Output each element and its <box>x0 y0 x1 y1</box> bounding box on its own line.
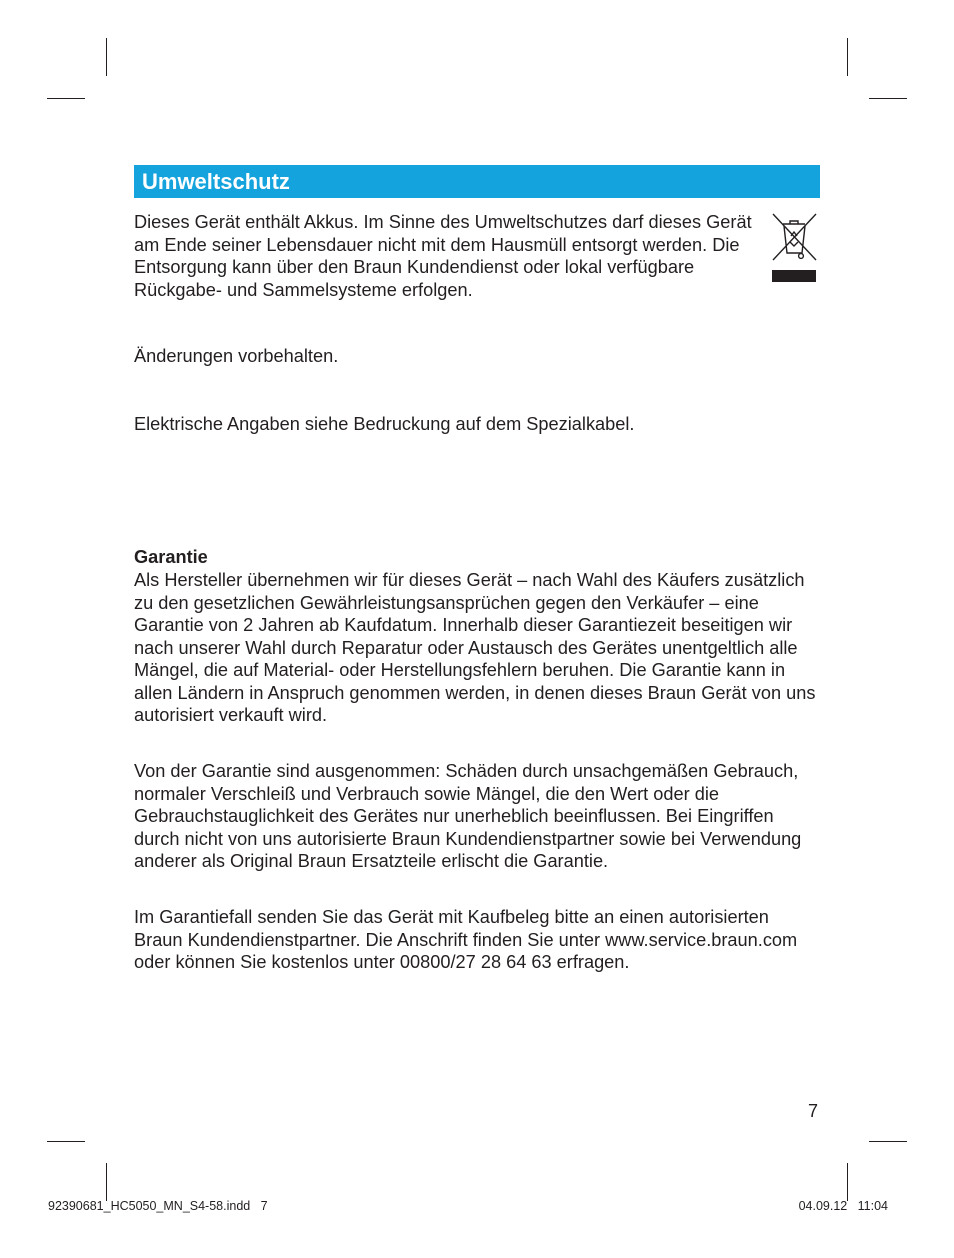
section-title: Umweltschutz <box>134 165 820 198</box>
guarantee-paragraph: Im Garantiefall senden Sie das Gerät mit Kaufbeleg bitte an einen autorisierten Braun Kundendienstpartner. Die Anschrift finden Sie unter www.service.braun.com oder können Sie kostenlos unter 00800/27 28 64 63 erfragen. <box>134 907 798 972</box>
crop-mark-top-right-vertical <box>847 38 848 76</box>
guarantee-paragraph: Als Hersteller übernehmen wir für dieses Gerät – nach Wahl des Käufers zusätzlich zu den gesetzlichen Gewährleistungsansprüchen gegen den Verkäufer – eine Garantie von 2 Jahren ab Kaufdatum. Innerhalb dieser Garantiezeit beseitigen wir nach unserer Wahl durch Reparatur oder Austausch des Gerätes unentgeltlich alle Mängel, die auf Material- oder Herstellungsfehlern beruhen. Die Garantie kann in allen Ländern in Anspruch genommen werden, in denen dieses Braun Gerät von uns autorisiert verkauft wird. <box>134 570 816 725</box>
slug-file-info: 92390681_HC5050_MN_S4-58.indd 7 <box>48 1199 268 1213</box>
crop-mark-top-left-vertical <box>106 38 107 76</box>
crop-mark-bottom-right-vertical <box>847 1163 848 1201</box>
guarantee-paragraph: Von der Garantie sind ausgenommen: Schäden durch unsachgemäßen Gebrauch, normaler Verschleiß und Verbrauch sowie Mängel, die den Wert oder die Gebrauchstauglichkeit des Gerätes nur unerheblich beeinflussen. Bei Eingriffen durch nicht von uns autorisierte Braun Kundendienstpartner sowie bei Verwendung anderer als Original Braun Ersatzteile erlischt die Garantie. <box>134 761 802 871</box>
page-number: 7 <box>807 1101 818 1121</box>
crop-mark-bottom-left-vertical <box>106 1163 107 1201</box>
slug-datetime: 04.09.12 11:04 <box>798 1199 888 1213</box>
electrical-note-text: Elektrische Angaben siehe Bedruckung auf dem Spezialkabel. <box>134 414 635 434</box>
changes-reserved-text: Änderungen vorbehalten. <box>134 346 339 366</box>
crop-mark-top-left-horizontal <box>47 98 85 99</box>
guarantee-heading: Garantie <box>134 547 208 567</box>
crop-mark-bottom-left-horizontal <box>47 1141 85 1142</box>
crop-mark-top-right-horizontal <box>869 98 907 99</box>
environment-text: Dieses Gerät enthält Akkus. Im Sinne des Umweltschutzes darf dieses Gerät am Ende seiner Lebensdauer nicht mit dem Hausmüll entsorgt werden. Die Entsorgung kann über den Braun Kundendienst oder lokal verfügbare Rückgabe- und Sammelsysteme erfolgen. <box>134 212 752 300</box>
crop-mark-bottom-right-horizontal <box>869 1141 907 1142</box>
crossed-out-wheelie-bin-icon <box>770 212 818 284</box>
